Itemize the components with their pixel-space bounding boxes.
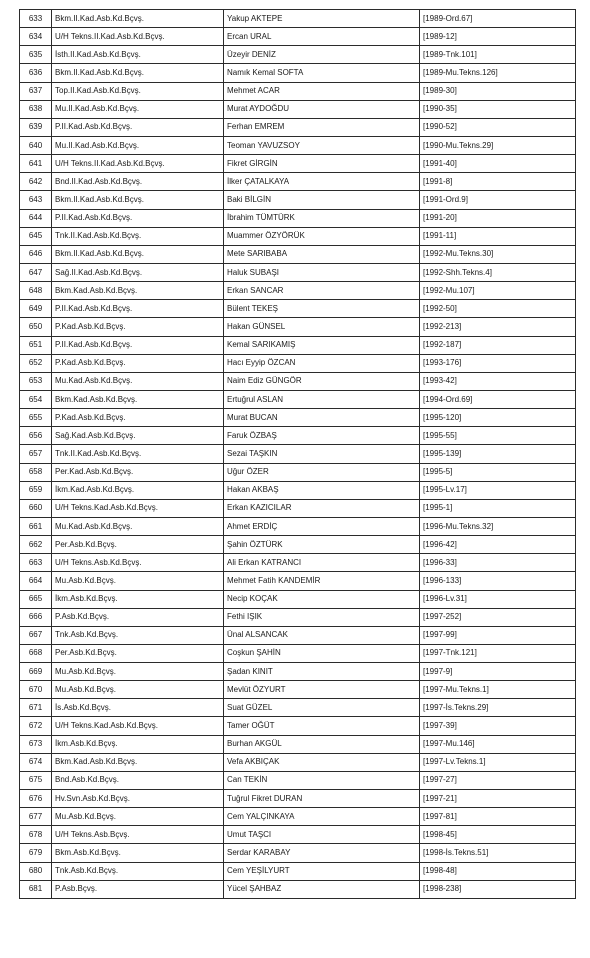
unit-cell: U/H Tekns.Asb.Kd.Bçvş. [52,554,224,572]
table-row [20,191,576,209]
reference-code-cell: [1996-Lv.31] [420,590,576,608]
unit-cell: İkm.Asb.Kd.Bçvş. [52,735,224,753]
reference-code-cell: [1997-Lv.Tekns.1] [420,753,576,771]
reference-code-cell: [1992-Mu.107] [420,282,576,300]
reference-code-cell: [1997-9] [420,663,576,681]
row-number-cell: 650 [20,318,52,336]
table-row [20,608,576,626]
unit-cell: Per.Kad.Asb.Kd.Bçvş. [52,463,224,481]
table-row [20,372,576,390]
table-row [20,717,576,735]
table-row [20,499,576,517]
reference-code-cell: [1998-45] [420,826,576,844]
row-number-cell: 671 [20,699,52,717]
table-row [20,46,576,64]
row-number-cell: 681 [20,880,52,898]
person-name-cell: Teoman YAVUZSOY [224,136,420,154]
person-name-cell: Coşkun ŞAHİN [224,644,420,662]
unit-cell: Bkm.Asb.Kd.Bçvş. [52,844,224,862]
reference-code-cell: [1989-Tnk.101] [420,46,576,64]
person-name-cell: Tuğrul Fikret DURAN [224,790,420,808]
unit-cell: Mu.Asb.Kd.Bçvş. [52,808,224,826]
row-number-cell: 672 [20,717,52,735]
person-name-cell: Şadan KINIT [224,663,420,681]
personnel-table-body [20,10,576,899]
table-row [20,771,576,789]
unit-cell: P.Kad.Asb.Kd.Bçvş. [52,409,224,427]
unit-cell: Tnk.Asb.Kd.Bçvş. [52,862,224,880]
person-name-cell: Şahin ÖZTÜRK [224,536,420,554]
reference-code-cell: [1994-Ord.69] [420,390,576,408]
table-row [20,626,576,644]
person-name-cell: Namık Kemal SOFTA [224,64,420,82]
row-number-cell: 648 [20,282,52,300]
person-name-cell: Baki BİLGİN [224,191,420,209]
row-number-cell: 658 [20,463,52,481]
unit-cell: Per.Asb.Kd.Bçvş. [52,644,224,662]
reference-code-cell: [1989-12] [420,28,576,46]
table-row [20,82,576,100]
person-name-cell: Üzeyir DENİZ [224,46,420,64]
row-number-cell: 649 [20,300,52,318]
reference-code-cell: [1996-42] [420,536,576,554]
row-number-cell: 675 [20,771,52,789]
person-name-cell: Hakan GÜNSEL [224,318,420,336]
reference-code-cell: [1992-Mu.Tekns.30] [420,245,576,263]
row-number-cell: 635 [20,46,52,64]
person-name-cell: Uğur ÖZER [224,463,420,481]
table-row [20,10,576,28]
table-row [20,481,576,499]
unit-cell: Bkm.Kad.Asb.Kd.Bçvş. [52,753,224,771]
row-number-cell: 634 [20,28,52,46]
unit-cell: U/H Tekns.II.Kad.Asb.Kd.Bçvş. [52,28,224,46]
reference-code-cell: [1995-139] [420,445,576,463]
unit-cell: U/H Tekns.Kad.Asb.Kd.Bçvş. [52,499,224,517]
reference-code-cell: [1992-213] [420,318,576,336]
row-number-cell: 647 [20,263,52,281]
row-number-cell: 668 [20,644,52,662]
reference-code-cell: [1995-55] [420,427,576,445]
unit-cell: Bkm.II.Kad.Asb.Kd.Bçvş. [52,245,224,263]
table-row [20,699,576,717]
table-row [20,300,576,318]
table-row [20,318,576,336]
unit-cell: Bkm.II.Kad.Asb.Kd.Bçvş. [52,10,224,28]
table-row [20,463,576,481]
person-name-cell: Ahmet ERDİÇ [224,517,420,535]
row-number-cell: 665 [20,590,52,608]
table-row [20,282,576,300]
row-number-cell: 640 [20,136,52,154]
person-name-cell: Fikret GİRGİN [224,155,420,173]
table-row [20,28,576,46]
reference-code-cell: [1997-81] [420,808,576,826]
unit-cell: Bkm.Kad.Asb.Kd.Bçvş. [52,282,224,300]
reference-code-cell: [1991-40] [420,155,576,173]
reference-code-cell: [1997-27] [420,771,576,789]
row-number-cell: 659 [20,481,52,499]
reference-code-cell: [1997-99] [420,626,576,644]
row-number-cell: 633 [20,10,52,28]
unit-cell: P.II.Kad.Asb.Kd.Bçvş. [52,300,224,318]
person-name-cell: Mehmet Fatih KANDEMİR [224,572,420,590]
unit-cell: İs.Asb.Kd.Bçvş. [52,699,224,717]
unit-cell: U/H Tekns.II.Kad.Asb.Kd.Bçvş. [52,155,224,173]
unit-cell: Mu.Asb.Kd.Bçvş. [52,663,224,681]
row-number-cell: 660 [20,499,52,517]
row-number-cell: 653 [20,372,52,390]
row-number-cell: 667 [20,626,52,644]
unit-cell: İkm.Asb.Kd.Bçvş. [52,590,224,608]
row-number-cell: 657 [20,445,52,463]
table-row [20,790,576,808]
person-name-cell: Bülent TEKEŞ [224,300,420,318]
row-number-cell: 645 [20,227,52,245]
person-name-cell: Erkan SANCAR [224,282,420,300]
table-row [20,227,576,245]
person-name-cell: Umut TAŞCI [224,826,420,844]
reference-code-cell: [1996-133] [420,572,576,590]
unit-cell: Tnk.II.Kad.Asb.Kd.Bçvş. [52,445,224,463]
row-number-cell: 678 [20,826,52,844]
unit-cell: Mu.Asb.Kd.Bçvş. [52,681,224,699]
unit-cell: P.Kad.Asb.Kd.Bçvş. [52,318,224,336]
table-row [20,336,576,354]
person-name-cell: Necip KOÇAK [224,590,420,608]
reference-code-cell: [1996-Mu.Tekns.32] [420,517,576,535]
person-name-cell: Burhan AKGÜL [224,735,420,753]
reference-code-cell: [1990-Mu.Tekns.29] [420,136,576,154]
row-number-cell: 652 [20,354,52,372]
person-name-cell: Can TEKİN [224,771,420,789]
reference-code-cell: [1995-1] [420,499,576,517]
person-name-cell: Suat GÜZEL [224,699,420,717]
unit-cell: Mu.Kad.Asb.Kd.Bçvş. [52,372,224,390]
reference-code-cell: [1991-20] [420,209,576,227]
person-name-cell: Ertuğrul ASLAN [224,390,420,408]
table-row [20,245,576,263]
reference-code-cell: [1992-187] [420,336,576,354]
reference-code-cell: [1998-İs.Tekns.51] [420,844,576,862]
row-number-cell: 662 [20,536,52,554]
table-row [20,155,576,173]
person-name-cell: Ercan URAL [224,28,420,46]
unit-cell: P.Asb.Bçvş. [52,880,224,898]
unit-cell: P.Asb.Kd.Bçvş. [52,608,224,626]
table-row [20,100,576,118]
person-name-cell: Mehmet ACAR [224,82,420,100]
row-number-cell: 641 [20,155,52,173]
person-name-cell: Ferhan EMREM [224,118,420,136]
person-name-cell: Hacı Eyyip ÖZCAN [224,354,420,372]
table-row [20,118,576,136]
row-number-cell: 638 [20,100,52,118]
table-row [20,644,576,662]
unit-cell: Bkm.II.Kad.Asb.Kd.Bçvş. [52,64,224,82]
table-row [20,554,576,572]
reference-code-cell: [1993-176] [420,354,576,372]
row-number-cell: 656 [20,427,52,445]
row-number-cell: 670 [20,681,52,699]
row-number-cell: 680 [20,862,52,880]
reference-code-cell: [1998-238] [420,880,576,898]
table-row [20,427,576,445]
reference-code-cell: [1997-21] [420,790,576,808]
reference-code-cell: [1992-Shh.Tekns.4] [420,263,576,281]
reference-code-cell: [1991-11] [420,227,576,245]
table-row [20,844,576,862]
reference-code-cell: [1996-33] [420,554,576,572]
table-row [20,209,576,227]
table-row [20,409,576,427]
row-number-cell: 636 [20,64,52,82]
reference-code-cell: [1997-Mu.146] [420,735,576,753]
person-name-cell: Naim Ediz GÜNGÖR [224,372,420,390]
person-name-cell: Vefa AKBIÇAK [224,753,420,771]
table-row [20,862,576,880]
row-number-cell: 677 [20,808,52,826]
row-number-cell: 637 [20,82,52,100]
person-name-cell: Mete SARIBABA [224,245,420,263]
row-number-cell: 666 [20,608,52,626]
unit-cell: Hv.Svn.Asb.Kd.Bçvş. [52,790,224,808]
reference-code-cell: [1991-8] [420,173,576,191]
reference-code-cell: [1990-35] [420,100,576,118]
unit-cell: Top.II.Kad.Asb.Kd.Bçvş. [52,82,224,100]
unit-cell: P.II.Kad.Asb.Kd.Bçvş. [52,209,224,227]
person-name-cell: Faruk ÖZBAŞ [224,427,420,445]
unit-cell: Bkm.II.Kad.Asb.Kd.Bçvş. [52,191,224,209]
unit-cell: Tnk.II.Kad.Asb.Kd.Bçvş. [52,227,224,245]
unit-cell: Mu.II.Kad.Asb.Kd.Bçvş. [52,136,224,154]
person-name-cell: Sezai TAŞKIN [224,445,420,463]
row-number-cell: 655 [20,409,52,427]
person-name-cell: Ünal ALSANCAK [224,626,420,644]
person-name-cell: Muammer ÖZYÖRÜK [224,227,420,245]
table-row [20,681,576,699]
reference-code-cell: [1998-48] [420,862,576,880]
row-number-cell: 679 [20,844,52,862]
person-name-cell: Cem YEŞİLYURT [224,862,420,880]
person-name-cell: Murat BUCAN [224,409,420,427]
row-number-cell: 654 [20,390,52,408]
person-name-cell: Kemal SARIKAMIŞ [224,336,420,354]
row-number-cell: 669 [20,663,52,681]
row-number-cell: 644 [20,209,52,227]
row-number-cell: 642 [20,173,52,191]
unit-cell: Bkm.Kad.Asb.Kd.Bçvş. [52,390,224,408]
unit-cell: Mu.Kad.Asb.Kd.Bçvş. [52,517,224,535]
reference-code-cell: [1989-30] [420,82,576,100]
table-row [20,64,576,82]
row-number-cell: 674 [20,753,52,771]
reference-code-cell: [1997-İs.Tekns.29] [420,699,576,717]
person-name-cell: Murat AYDOĞDU [224,100,420,118]
row-number-cell: 663 [20,554,52,572]
table-row [20,173,576,191]
unit-cell: Bnd.Asb.Kd.Bçvş. [52,771,224,789]
table-row [20,572,576,590]
table-row [20,263,576,281]
reference-code-cell: [1995-Lv.17] [420,481,576,499]
unit-cell: P.II.Kad.Asb.Kd.Bçvş. [52,118,224,136]
table-row [20,735,576,753]
personnel-table [19,9,576,899]
person-name-cell: İlker ÇATALKAYA [224,173,420,191]
person-name-cell: Tamer OĞÜT [224,717,420,735]
table-row [20,808,576,826]
table-row [20,390,576,408]
person-name-cell: Yücel ŞAHBAZ [224,880,420,898]
unit-cell: İsth.II.Kad.Asb.Kd.Bçvş. [52,46,224,64]
reference-code-cell: [1995-5] [420,463,576,481]
row-number-cell: 673 [20,735,52,753]
person-name-cell: Yakup AKTEPE [224,10,420,28]
table-row [20,445,576,463]
row-number-cell: 676 [20,790,52,808]
person-name-cell: Erkan KAZICILAR [224,499,420,517]
table-row [20,663,576,681]
unit-cell: P.II.Kad.Asb.Kd.Bçvş. [52,336,224,354]
row-number-cell: 643 [20,191,52,209]
row-number-cell: 651 [20,336,52,354]
person-name-cell: Mevlüt ÖZYURT [224,681,420,699]
reference-code-cell: [1989-Mu.Tekns.126] [420,64,576,82]
table-row [20,517,576,535]
table-row [20,590,576,608]
row-number-cell: 661 [20,517,52,535]
person-name-cell: İbrahim TÜMTÜRK [224,209,420,227]
row-number-cell: 639 [20,118,52,136]
reference-code-cell: [1989-Ord.67] [420,10,576,28]
unit-cell: U/H Tekns.Kad.Asb.Kd.Bçvş. [52,717,224,735]
unit-cell: Sağ.Kad.Asb.Kd.Bçvş. [52,427,224,445]
reference-code-cell: [1997-39] [420,717,576,735]
reference-code-cell: [1995-120] [420,409,576,427]
table-row [20,753,576,771]
reference-code-cell: [1997-252] [420,608,576,626]
person-name-cell: Ali Erkan KATRANCI [224,554,420,572]
table-row [20,354,576,372]
unit-cell: Per.Asb.Kd.Bçvş. [52,536,224,554]
person-name-cell: Fethi IŞIK [224,608,420,626]
reference-code-cell: [1997-Tnk.121] [420,644,576,662]
unit-cell: P.Kad.Asb.Kd.Bçvş. [52,354,224,372]
reference-code-cell: [1992-50] [420,300,576,318]
person-name-cell: Serdar KARABAY [224,844,420,862]
row-number-cell: 646 [20,245,52,263]
reference-code-cell: [1990-52] [420,118,576,136]
reference-code-cell: [1997-Mu.Tekns.1] [420,681,576,699]
table-row [20,826,576,844]
unit-cell: Mu.II.Kad.Asb.Kd.Bçvş. [52,100,224,118]
unit-cell: Bnd.II.Kad.Asb.Kd.Bçvş. [52,173,224,191]
document-page [19,9,575,899]
table-row [20,880,576,898]
unit-cell: Mu.Asb.Kd.Bçvş. [52,572,224,590]
unit-cell: Sağ.II.Kad.Asb.Kd.Bçvş. [52,263,224,281]
table-row [20,536,576,554]
person-name-cell: Cem YALÇINKAYA [224,808,420,826]
unit-cell: İkm.Kad.Asb.Kd.Bçvş. [52,481,224,499]
unit-cell: U/H Tekns.Asb.Bçvş. [52,826,224,844]
table-row [20,136,576,154]
person-name-cell: Hakan AKBAŞ [224,481,420,499]
reference-code-cell: [1991-Ord.9] [420,191,576,209]
unit-cell: Tnk.Asb.Kd.Bçvş. [52,626,224,644]
person-name-cell: Haluk SUBAŞI [224,263,420,281]
reference-code-cell: [1993-42] [420,372,576,390]
row-number-cell: 664 [20,572,52,590]
